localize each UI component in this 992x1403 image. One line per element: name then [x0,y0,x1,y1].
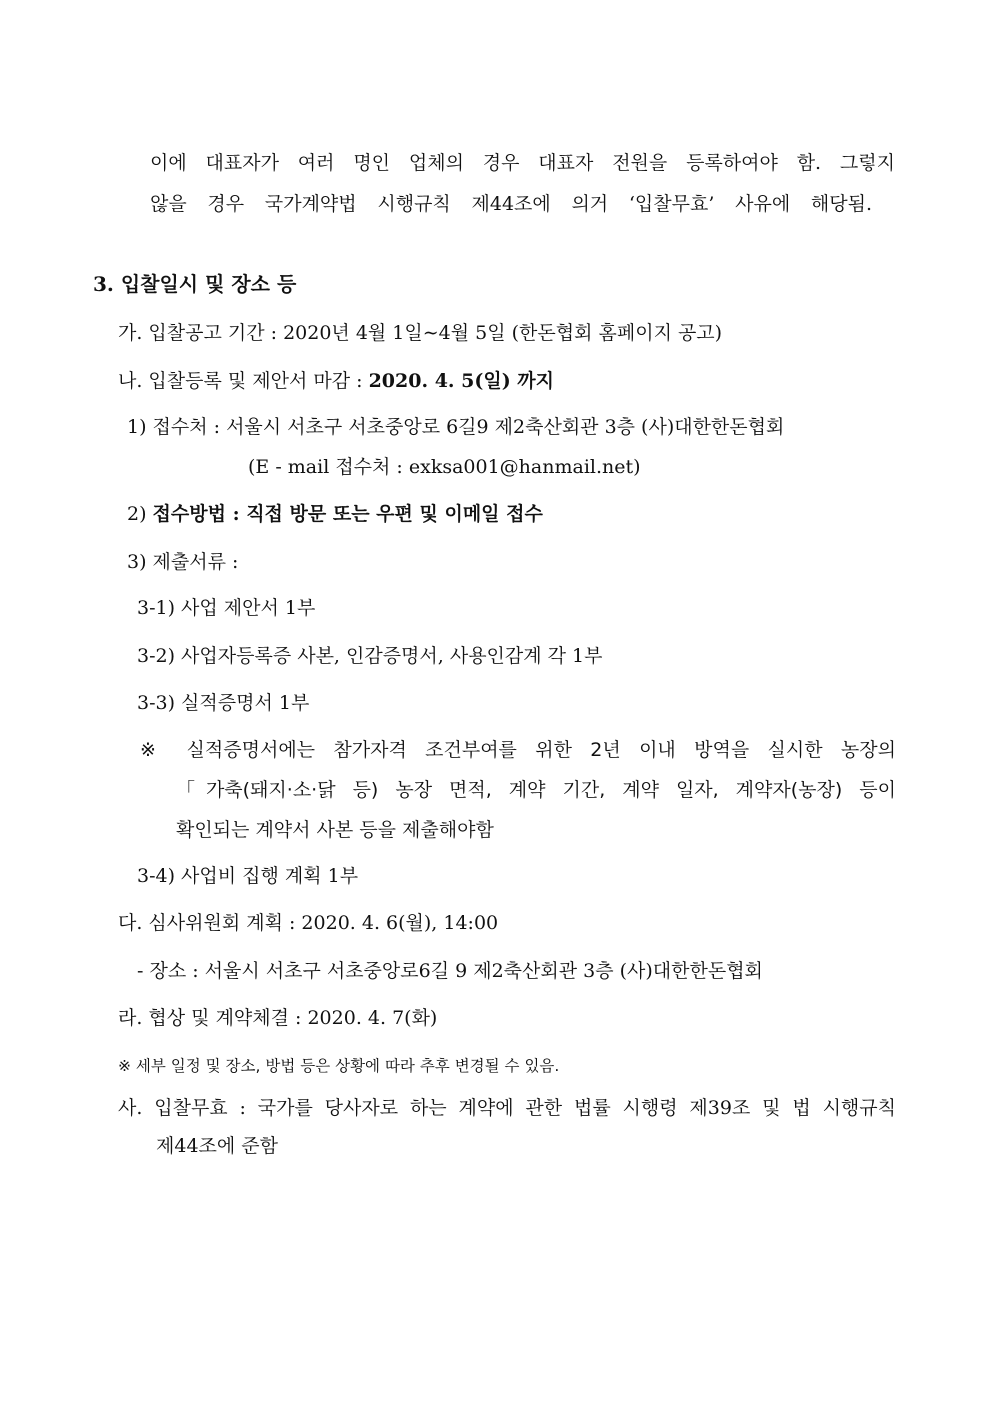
item-sa-line-1: 사. 입찰무효 : 국가를 당사자로 하는 계약에 관한 법률 시행령 제39조 및 법 시행규칙 [118,1097,896,1119]
item-ga: 가. 입찰공고 기간 : 2020년 4월 1일∼4월 5일 (한돈협회 홈페이지 공고) [118,322,723,344]
note-line-2: 「가축(돼지·소·닭 등) 농장 면적, 계약 기간, 계약 일자, 계약자(농장) 등이 [176,779,896,801]
item-sa-line-2: 제44조에 준함 [156,1135,278,1157]
intro-line-1: 이에 대표자가 여러 명인 업체의 경우 대표자 전원을 등록하여야 함. 그렇지 [150,152,895,174]
section-heading: 3. 입찰일시 및 장소 등 [93,272,297,296]
item-2 [127,501,543,527]
item-ra: 라. 협상 및 계약체결 : 2020. 4. 7(화) [118,1007,438,1029]
small-note: ※ 세부 일정 및 장소, 방법 등은 상황에 따라 추후 변경될 수 있음. [118,1057,560,1075]
item-da: 다. 심사위원회 계획 : 2020. 4. 6(월), 14:00 [118,912,499,934]
item-2-number: 2) [127,503,153,525]
item-na [118,368,554,394]
item-da-place: - 장소 : 서울시 서초구 서초중앙로6길 9 제2축산회관 3층 (사)대한한돈협회 [137,960,763,982]
item-na-deadline: 2020. 4. 5(일) 까지 [368,370,555,392]
note-line-1: ※ 실적증명서에는 참가자격 조건부여를 위한 2년 이내 방역을 실시한 농장의 [140,739,896,761]
note-line-3: 확인되는 계약서 사본 등을 제출해야함 [176,819,494,841]
item-3: 3) 제출서류 : [127,551,239,573]
doc-3-3: 3-3) 실적증명서 1부 [137,692,310,714]
intro-line-2: 않을 경우 국가계약법 시행규칙 제44조에 의거 ‘입찰무효’ 사유에 해당됨. [150,193,872,215]
item-na-label: 나. 입찰등록 및 제안서 마감 : [118,370,369,392]
item-2-text: 접수방법 : 직접 방문 또는 우편 및 이메일 접수 [152,503,543,525]
doc-3-2: 3-2) 사업자등록증 사본, 인감증명서, 사용인감계 각 1부 [137,645,603,667]
doc-3-4: 3-4) 사업비 집행 계획 1부 [137,865,359,887]
item-1-line-1: 1) 접수처 : 서울시 서초구 서초중앙로 6길9 제2축산회관 3층 (사)대한한돈협회 [127,416,785,438]
item-1-line-2: (E - mail 접수처 : exksa001@hanmail.net) [248,456,641,478]
doc-3-1: 3-1) 사업 제안서 1부 [137,597,316,619]
